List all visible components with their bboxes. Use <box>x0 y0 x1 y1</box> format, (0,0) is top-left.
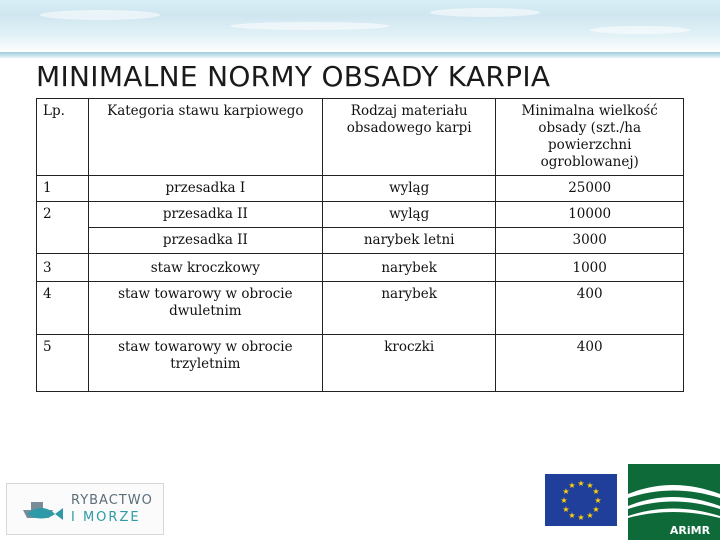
table-header-row <box>37 99 684 176</box>
svg-text:★: ★ <box>592 487 600 496</box>
logo-text-line1: RYBACTWO <box>71 493 153 508</box>
cell-category: przesadka I <box>88 176 322 202</box>
cell-minimum-stock: 25000 <box>496 176 684 202</box>
table-row <box>37 282 684 335</box>
table-row <box>37 202 684 228</box>
cell-lp: 2 <box>37 202 89 228</box>
cell-material: narybek <box>322 282 495 335</box>
cell-lp <box>37 228 89 254</box>
header-lp: Lp. <box>37 99 89 176</box>
cell-minimum-stock: 400 <box>496 335 684 392</box>
svg-text:★: ★ <box>594 496 602 505</box>
svg-text:★: ★ <box>577 479 585 488</box>
svg-text:★: ★ <box>586 481 594 490</box>
svg-text:★: ★ <box>592 505 600 514</box>
table-row <box>37 228 684 254</box>
arimr-logo-text: ARiMR <box>669 524 711 537</box>
svg-text:★: ★ <box>586 511 594 520</box>
cell-minimum-stock: 3000 <box>496 228 684 254</box>
table-row <box>37 176 684 202</box>
header-water-background <box>0 0 720 52</box>
header-material: Rodzaj materiału obsadowego karpi <box>322 99 495 176</box>
cell-material: narybek letni <box>322 228 495 254</box>
header-minimum-stock: Minimalna wielkość obsady (szt./ha powierzchni ogroblowanej) <box>496 99 684 176</box>
cell-category: staw towarowy w obrocie dwuletnim <box>88 282 322 335</box>
rybactwo-i-morze-logo <box>6 483 164 535</box>
cell-category: przesadka II <box>88 228 322 254</box>
cell-material: narybek <box>322 254 495 282</box>
stocking-norms-table <box>36 98 684 392</box>
header-divider <box>0 52 720 58</box>
table-row <box>37 254 684 282</box>
header-category: Kategoria stawu karpiowego <box>88 99 322 176</box>
svg-text:★: ★ <box>562 505 570 514</box>
cell-lp: 4 <box>37 282 89 335</box>
svg-text:★: ★ <box>568 481 576 490</box>
eu-flag-icon <box>545 474 617 526</box>
svg-text:★: ★ <box>560 496 568 505</box>
table-row <box>37 335 684 392</box>
svg-text:★: ★ <box>562 487 570 496</box>
cell-category: staw kroczkowy <box>88 254 322 282</box>
logo-text-line2: I MORZE <box>71 510 141 525</box>
cell-material: wyląg <box>322 202 495 228</box>
cell-minimum-stock: 400 <box>496 282 684 335</box>
cell-material: kroczki <box>322 335 495 392</box>
svg-text:★: ★ <box>568 511 576 520</box>
cell-category: przesadka II <box>88 202 322 228</box>
cell-minimum-stock: 1000 <box>496 254 684 282</box>
arimr-logo <box>628 464 720 540</box>
cell-category: staw towarowy w obrocie trzyletnim <box>88 335 322 392</box>
cell-minimum-stock: 10000 <box>496 202 684 228</box>
cell-material: wyląg <box>322 176 495 202</box>
page-title: MINIMALNE NORMY OBSADY KARPIA <box>36 60 551 93</box>
fish-boat-icon <box>21 496 65 522</box>
cell-lp: 5 <box>37 335 89 392</box>
svg-text:★: ★ <box>577 513 585 522</box>
cell-lp: 1 <box>37 176 89 202</box>
cell-lp: 3 <box>37 254 89 282</box>
